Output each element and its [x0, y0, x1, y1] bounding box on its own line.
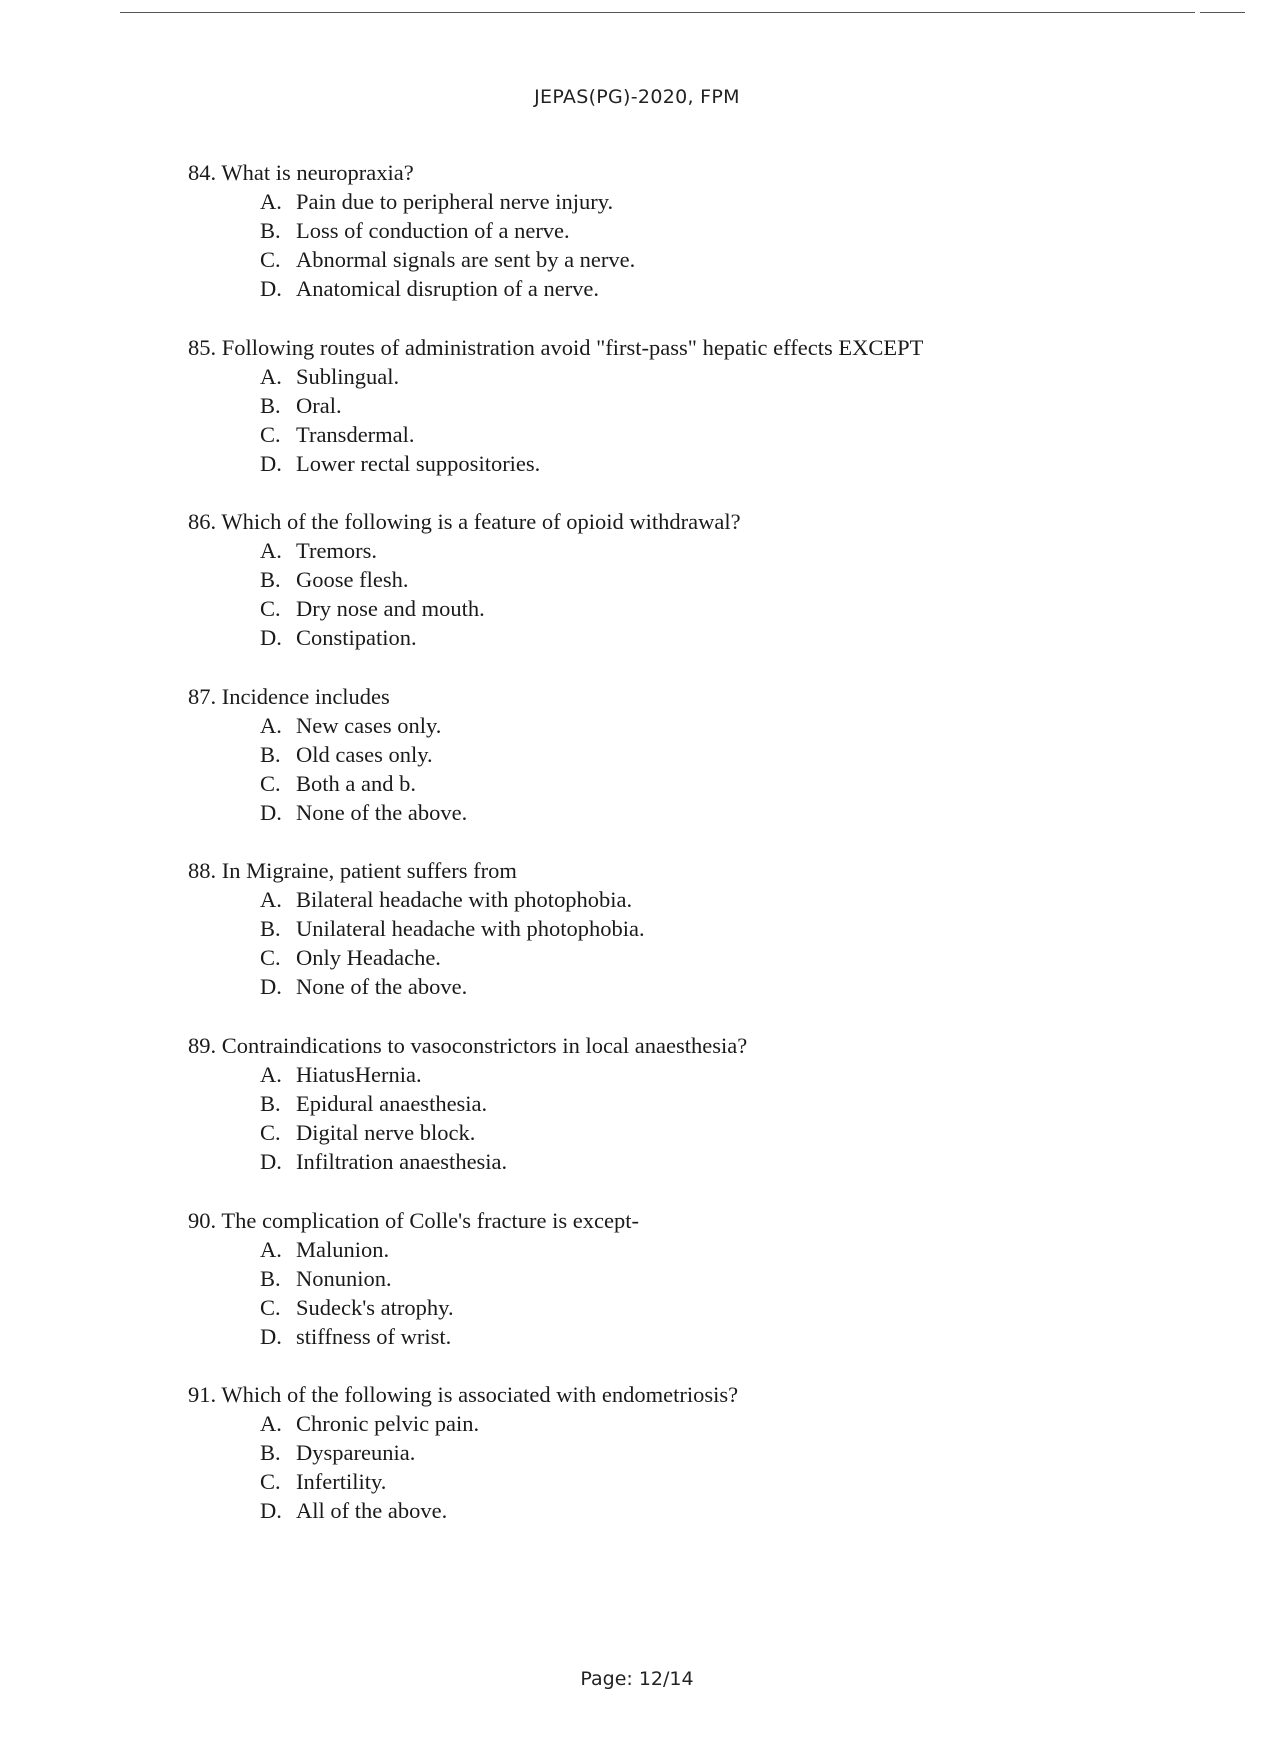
answer-option	[260, 216, 1248, 245]
option-text: Infertility.	[296, 1469, 387, 1495]
answer-option	[260, 565, 1248, 594]
option-text: Abnormal signals are sent by a nerve.	[296, 247, 636, 272]
answer-option	[260, 943, 1248, 972]
answer-option	[260, 1147, 1248, 1176]
answer-option	[260, 1060, 1248, 1089]
option-letter: A.	[260, 538, 282, 564]
option-list	[188, 885, 1248, 1001]
option-letter: C.	[260, 247, 281, 272]
question-list	[188, 158, 1248, 1555]
option-text: Lower rectal suppositories.	[296, 450, 541, 476]
option-letter: D.	[260, 1498, 282, 1524]
option-text: Sudeck's atrophy.	[296, 1294, 454, 1320]
option-letter: A.	[260, 1061, 282, 1087]
question-text	[188, 333, 1248, 362]
option-letter: D.	[260, 1323, 282, 1349]
option-letter: B.	[260, 392, 281, 418]
option-text: Transdermal.	[296, 421, 415, 447]
option-letter: B.	[260, 567, 281, 593]
option-text: Loss of conduction of a nerve.	[296, 218, 570, 243]
answer-option	[260, 362, 1248, 391]
option-text: None of the above.	[296, 974, 468, 1000]
option-letter: C.	[260, 1119, 281, 1145]
option-text: Oral.	[296, 392, 342, 418]
answer-option	[260, 391, 1248, 420]
option-letter: A.	[260, 363, 282, 389]
option-text: Chronic pelvic pain.	[296, 1411, 480, 1437]
question-number: 85.	[188, 334, 217, 360]
option-text: None of the above.	[296, 799, 468, 825]
option-text: Unilateral headache with photophobia.	[296, 916, 645, 942]
question-item	[188, 1206, 1248, 1351]
option-text: Sublingual.	[296, 363, 400, 389]
question-text	[188, 856, 1248, 885]
option-text: Nonunion.	[296, 1265, 392, 1291]
option-letter: C.	[260, 1294, 281, 1320]
question-item	[188, 856, 1248, 1001]
answer-option	[260, 274, 1248, 303]
option-text: Digital nerve block.	[296, 1119, 476, 1145]
answer-option	[260, 769, 1248, 798]
question-stem: In Migraine, patient suffers from	[221, 858, 517, 884]
option-text: Epidural anaesthesia.	[296, 1090, 488, 1116]
option-list	[188, 362, 1248, 478]
option-text: Old cases only.	[296, 741, 433, 767]
option-letter: C.	[260, 1469, 281, 1495]
option-text: HiatusHernia.	[296, 1061, 422, 1087]
answer-option	[260, 740, 1248, 769]
question-item	[188, 682, 1248, 827]
option-text: Anatomical disruption of a nerve.	[296, 276, 600, 301]
option-list	[188, 536, 1248, 652]
answer-option	[260, 1322, 1248, 1351]
question-stem: Which of the following is a feature of opioid withdrawal?	[221, 509, 741, 535]
option-letter: C.	[260, 770, 281, 796]
question-number: 89.	[188, 1032, 217, 1058]
question-text	[188, 1206, 1248, 1235]
answer-option	[260, 1264, 1248, 1293]
option-letter: A.	[260, 1236, 282, 1262]
option-text: Goose flesh.	[296, 567, 409, 593]
option-letter: B.	[260, 741, 281, 767]
question-number: 87.	[188, 683, 217, 709]
option-letter: A.	[260, 887, 282, 913]
option-letter: A.	[260, 189, 282, 214]
question-text	[188, 507, 1248, 536]
question-number: 88.	[188, 858, 217, 884]
option-text: Malunion.	[296, 1236, 390, 1262]
answer-option	[260, 187, 1248, 216]
question-text	[188, 1031, 1248, 1060]
option-letter: B.	[260, 1440, 281, 1466]
answer-option	[260, 1293, 1248, 1322]
question-number: 84.	[188, 160, 217, 185]
answer-option	[260, 914, 1248, 943]
option-letter: D.	[260, 974, 282, 1000]
question-stem: Incidence includes	[221, 683, 390, 709]
top-rule	[120, 12, 1195, 13]
answer-option	[260, 972, 1248, 1001]
question-number: 91.	[188, 1382, 217, 1408]
option-text: Only Headache.	[296, 945, 441, 971]
option-text: Infiltration anaesthesia.	[296, 1148, 508, 1174]
answer-option	[260, 623, 1248, 652]
question-stem: What is neuropraxia?	[221, 160, 414, 185]
option-list	[188, 1060, 1248, 1176]
question-number: 86.	[188, 509, 217, 535]
question-number: 90.	[188, 1207, 217, 1233]
answer-option	[260, 1496, 1248, 1525]
answer-option	[260, 798, 1248, 827]
option-text: Dry nose and mouth.	[296, 596, 485, 622]
question-text	[188, 158, 1248, 187]
answer-option	[260, 1438, 1248, 1467]
question-item	[188, 1380, 1248, 1525]
option-text: Tremors.	[296, 538, 378, 564]
question-item	[188, 507, 1248, 652]
option-text: Both a and b.	[296, 770, 416, 796]
page-number: Page: 12/14	[580, 1668, 694, 1690]
page-header: JEPAS(PG)-2020, FPM	[534, 86, 740, 108]
option-letter: B.	[260, 218, 281, 243]
option-letter: D.	[260, 450, 282, 476]
question-stem: The complication of Colle's fracture is except-	[221, 1207, 639, 1233]
answer-option	[260, 1235, 1248, 1264]
option-list	[188, 187, 1248, 303]
answer-option	[260, 420, 1248, 449]
option-text: Pain due to peripheral nerve injury.	[296, 189, 614, 214]
option-letter: C.	[260, 945, 281, 971]
answer-option	[260, 1089, 1248, 1118]
option-letter: B.	[260, 1265, 281, 1291]
question-item	[188, 1031, 1248, 1176]
question-stem: Which of the following is associated with endometriosis?	[221, 1382, 739, 1408]
option-letter: B.	[260, 1090, 281, 1116]
option-letter: D.	[260, 276, 282, 301]
option-text: Dyspareunia.	[296, 1440, 416, 1466]
option-list	[188, 711, 1248, 827]
option-text: New cases only.	[296, 712, 442, 738]
option-letter: D.	[260, 625, 282, 651]
option-letter: C.	[260, 596, 281, 622]
question-text	[188, 682, 1248, 711]
option-text: Bilateral headache with photophobia.	[296, 887, 633, 913]
option-letter: B.	[260, 916, 281, 942]
top-rule-segment	[1200, 12, 1245, 13]
answer-option	[260, 1409, 1248, 1438]
option-letter: D.	[260, 799, 282, 825]
answer-option	[260, 594, 1248, 623]
option-letter: C.	[260, 421, 281, 447]
answer-option	[260, 1118, 1248, 1147]
option-text: All of the above.	[296, 1498, 448, 1524]
option-list	[188, 1235, 1248, 1351]
answer-option	[260, 711, 1248, 740]
answer-option	[260, 245, 1248, 274]
answer-option	[260, 449, 1248, 478]
question-item	[188, 333, 1248, 478]
answer-option	[260, 1467, 1248, 1496]
question-stem: Following routes of administration avoid "first-pass" hepatic effects EXCEPT	[221, 334, 924, 360]
option-letter: A.	[260, 712, 282, 738]
option-letter: A.	[260, 1411, 282, 1437]
answer-option	[260, 885, 1248, 914]
option-text: Constipation.	[296, 625, 417, 651]
option-letter: D.	[260, 1148, 282, 1174]
question-text	[188, 1380, 1248, 1409]
question-item	[188, 158, 1248, 303]
option-text: stiffness of wrist.	[296, 1323, 452, 1349]
option-list	[188, 1409, 1248, 1525]
answer-option	[260, 536, 1248, 565]
question-stem: Contraindications to vasoconstrictors in local anaesthesia?	[221, 1032, 748, 1058]
